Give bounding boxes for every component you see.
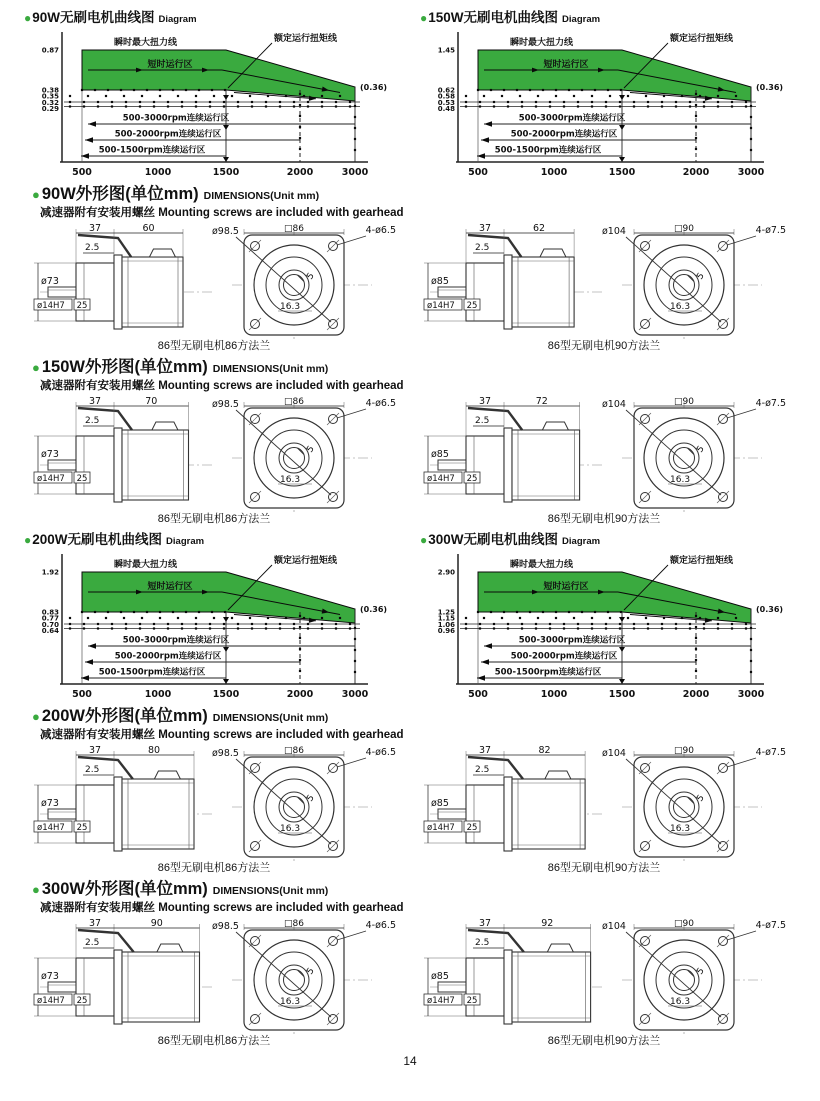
dimension-drawing xyxy=(418,918,790,1036)
svg-text:5: 5 xyxy=(305,966,317,977)
svg-text:□86: □86 xyxy=(284,224,304,234)
green-bullet-icon: ● xyxy=(32,187,40,202)
svg-text:16.3: 16.3 xyxy=(670,302,691,312)
svg-text:3000: 3000 xyxy=(737,689,765,700)
green-bullet-icon: ● xyxy=(32,360,40,375)
svg-text:0.87: 0.87 xyxy=(41,46,59,55)
svg-text:37: 37 xyxy=(88,745,102,756)
svg-text:1000: 1000 xyxy=(144,167,172,178)
svg-text:1000: 1000 xyxy=(540,689,568,700)
section-heading xyxy=(0,357,820,379)
svg-text:□90: □90 xyxy=(674,397,694,407)
drawing-caption: 86型无刷电机86方法兰 xyxy=(157,513,271,525)
svg-text:25: 25 xyxy=(466,474,478,484)
svg-text:3000: 3000 xyxy=(341,689,369,700)
svg-text:□86: □86 xyxy=(284,746,304,756)
svg-text:短时运行区: 短时运行区 xyxy=(543,582,589,592)
svg-text:2.90: 2.90 xyxy=(437,568,455,577)
svg-text:ø14H7: ø14H7 xyxy=(427,474,455,484)
svg-text:25: 25 xyxy=(466,823,478,833)
svg-text:ø14H7: ø14H7 xyxy=(37,996,65,1006)
svg-text:1.15: 1.15 xyxy=(437,614,455,623)
green-bullet-icon: ● xyxy=(32,709,40,724)
svg-text:2.5: 2.5 xyxy=(85,765,100,775)
chart-title xyxy=(24,10,404,28)
drawing-86-flange xyxy=(28,918,400,1048)
svg-text:0.96: 0.96 xyxy=(437,627,455,635)
drawing-caption: 86型无刷电机86方法兰 xyxy=(157,1035,271,1047)
svg-text:1000: 1000 xyxy=(540,167,568,178)
svg-text:3000: 3000 xyxy=(737,167,765,178)
svg-text:37: 37 xyxy=(478,396,492,407)
svg-text:4-ø7.5: 4-ø7.5 xyxy=(755,920,786,931)
svg-text:25: 25 xyxy=(76,996,88,1006)
torque-chart-150w xyxy=(420,10,800,180)
torque-chart-90w xyxy=(24,10,404,180)
dimension-section-90w xyxy=(0,184,820,353)
svg-text:(0.36): (0.36) xyxy=(756,83,784,92)
svg-text:ø104: ø104 xyxy=(602,226,626,237)
svg-text:(0.36): (0.36) xyxy=(756,605,784,614)
svg-text:4-ø6.5: 4-ø6.5 xyxy=(365,225,396,236)
chart-title xyxy=(420,10,800,28)
torque-curve-plot xyxy=(420,28,792,180)
chart-title-cn: 200W无刷电机曲线图 xyxy=(32,532,163,547)
drawing-86-flange xyxy=(28,223,400,353)
svg-text:16.3: 16.3 xyxy=(280,997,301,1007)
svg-text:500-2000rpm连续运行区: 500-2000rpm连续运行区 xyxy=(510,651,618,662)
svg-text:短时运行区: 短时运行区 xyxy=(543,60,589,70)
svg-text:ø14H7: ø14H7 xyxy=(37,823,65,833)
svg-text:1.25: 1.25 xyxy=(437,608,455,617)
svg-text:25: 25 xyxy=(466,301,478,311)
chart-title xyxy=(24,532,404,550)
section-heading xyxy=(0,706,820,728)
mounting-note xyxy=(0,379,820,394)
svg-text:25: 25 xyxy=(76,301,88,311)
heading-en: DIMENSIONS(Unit mm) xyxy=(212,885,329,897)
green-bullet-icon: ● xyxy=(24,533,32,547)
dimension-drawing xyxy=(28,223,400,341)
svg-text:4-ø6.5: 4-ø6.5 xyxy=(365,747,396,758)
svg-text:0.29: 0.29 xyxy=(41,105,59,113)
svg-text:500-1500rpm连续运行区: 500-1500rpm连续运行区 xyxy=(98,145,206,156)
svg-text:ø98.5: ø98.5 xyxy=(212,226,239,237)
svg-text:16.3: 16.3 xyxy=(280,824,301,834)
charts-row-top xyxy=(0,10,820,180)
svg-text:瞬时最大扭力线: 瞬时最大扭力线 xyxy=(510,38,574,48)
svg-text:1.45: 1.45 xyxy=(437,46,455,55)
green-bullet-icon: ● xyxy=(420,533,428,547)
chart-title-cn: 90W无刷电机曲线图 xyxy=(32,10,155,25)
svg-text:(0.36): (0.36) xyxy=(360,83,388,92)
drawing-row xyxy=(0,396,820,526)
heading-en: DIMENSIONS(Unit mm) xyxy=(203,190,320,202)
svg-text:额定运行扭矩线: 额定运行扭矩线 xyxy=(670,34,734,44)
svg-text:4-ø7.5: 4-ø7.5 xyxy=(755,225,786,236)
svg-text:1500: 1500 xyxy=(608,167,636,178)
svg-text:短时运行区: 短时运行区 xyxy=(147,582,193,592)
svg-text:500-3000rpm连续运行区: 500-3000rpm连续运行区 xyxy=(518,635,626,646)
svg-text:额定运行扭矩线: 额定运行扭矩线 xyxy=(274,34,338,44)
drawing-caption: 86型无刷电机86方法兰 xyxy=(157,862,271,874)
svg-text:5: 5 xyxy=(695,966,707,977)
svg-text:500-2000rpm连续运行区: 500-2000rpm连续运行区 xyxy=(114,129,222,140)
svg-text:ø98.5: ø98.5 xyxy=(212,921,239,932)
svg-text:ø73: ø73 xyxy=(41,971,59,982)
svg-text:16.3: 16.3 xyxy=(670,997,691,1007)
note-en: Mounting screws are included with gearhead xyxy=(158,729,404,741)
svg-text:额定运行扭矩线: 额定运行扭矩线 xyxy=(274,556,338,566)
svg-text:72: 72 xyxy=(535,396,548,407)
svg-text:短时运行区: 短时运行区 xyxy=(147,60,193,70)
svg-text:5: 5 xyxy=(305,444,317,455)
drawing-row xyxy=(0,918,820,1048)
drawing-90-flange xyxy=(418,745,790,875)
svg-text:ø85: ø85 xyxy=(431,798,449,809)
svg-text:0.64: 0.64 xyxy=(41,627,59,635)
svg-text:2000: 2000 xyxy=(682,689,710,700)
svg-text:2.5: 2.5 xyxy=(475,243,490,253)
svg-text:ø85: ø85 xyxy=(431,971,449,982)
svg-text:500-3000rpm连续运行区: 500-3000rpm连续运行区 xyxy=(122,635,230,646)
charts-row-bottom xyxy=(0,532,820,702)
svg-text:4-ø7.5: 4-ø7.5 xyxy=(755,747,786,758)
svg-text:16.3: 16.3 xyxy=(670,475,691,485)
svg-text:25: 25 xyxy=(76,474,88,484)
torque-chart-200w xyxy=(24,532,404,702)
drawing-caption: 86型无刷电机90方法兰 xyxy=(547,340,661,352)
page-number: 14 xyxy=(403,1054,417,1068)
chart-title-en: Diagram xyxy=(166,536,205,547)
svg-text:3000: 3000 xyxy=(341,167,369,178)
svg-text:90: 90 xyxy=(150,918,163,929)
svg-text:5: 5 xyxy=(695,444,707,455)
svg-text:□86: □86 xyxy=(284,397,304,407)
svg-text:500-2000rpm连续运行区: 500-2000rpm连续运行区 xyxy=(510,129,618,140)
svg-text:2.5: 2.5 xyxy=(475,938,490,948)
svg-text:37: 37 xyxy=(88,918,102,929)
heading-cn: 90W外形图(单位mm) xyxy=(41,185,199,203)
svg-text:0.38: 0.38 xyxy=(41,86,59,95)
note-en: Mounting screws are included with gearhead xyxy=(158,380,404,392)
svg-text:额定运行扭矩线: 额定运行扭矩线 xyxy=(670,556,734,566)
svg-text:0.70: 0.70 xyxy=(41,621,59,629)
svg-text:2.5: 2.5 xyxy=(475,416,490,426)
note-cn: 减速器附有安装用螺丝 xyxy=(40,902,155,914)
svg-text:ø73: ø73 xyxy=(41,798,59,809)
svg-text:1.06: 1.06 xyxy=(437,621,455,629)
svg-text:ø104: ø104 xyxy=(602,921,626,932)
svg-text:500-1500rpm连续运行区: 500-1500rpm连续运行区 xyxy=(98,667,206,678)
svg-text:500: 500 xyxy=(72,689,92,700)
drawing-caption: 86型无刷电机90方法兰 xyxy=(547,1035,661,1047)
svg-text:82: 82 xyxy=(538,745,551,756)
mounting-note xyxy=(0,901,820,916)
drawing-caption: 86型无刷电机90方法兰 xyxy=(547,513,661,525)
svg-text:16.3: 16.3 xyxy=(670,824,691,834)
svg-text:□90: □90 xyxy=(674,224,694,234)
green-bullet-icon: ● xyxy=(32,882,40,897)
svg-text:0.62: 0.62 xyxy=(437,86,455,95)
dimension-section-200w xyxy=(0,706,820,875)
drawing-86-flange xyxy=(28,745,400,875)
note-cn: 减速器附有安装用螺丝 xyxy=(40,380,155,392)
svg-text:16.3: 16.3 xyxy=(280,475,301,485)
svg-text:2.5: 2.5 xyxy=(85,243,100,253)
svg-text:1500: 1500 xyxy=(212,167,240,178)
svg-text:ø104: ø104 xyxy=(602,399,626,410)
dimension-drawing xyxy=(28,918,400,1036)
heading-cn: 150W外形图(单位mm) xyxy=(41,358,208,376)
svg-text:62: 62 xyxy=(533,223,546,234)
green-bullet-icon: ● xyxy=(420,11,428,25)
svg-text:1500: 1500 xyxy=(212,689,240,700)
svg-text:37: 37 xyxy=(88,223,102,234)
heading-cn: 300W外形图(单位mm) xyxy=(41,880,208,898)
torque-curve-plot xyxy=(24,550,396,702)
svg-text:25: 25 xyxy=(466,996,478,1006)
drawing-86-flange xyxy=(28,396,400,526)
svg-text:ø14H7: ø14H7 xyxy=(427,823,455,833)
chart-title-cn: 150W无刷电机曲线图 xyxy=(428,10,559,25)
svg-text:500: 500 xyxy=(72,167,92,178)
svg-text:500-2000rpm连续运行区: 500-2000rpm连续运行区 xyxy=(114,651,222,662)
dimension-drawing xyxy=(418,396,790,514)
svg-text:2.5: 2.5 xyxy=(85,416,100,426)
svg-text:(0.36): (0.36) xyxy=(360,605,388,614)
svg-text:1500: 1500 xyxy=(608,689,636,700)
chart-title-en: Diagram xyxy=(562,536,601,547)
svg-text:37: 37 xyxy=(478,745,492,756)
svg-text:5: 5 xyxy=(695,271,707,282)
drawing-caption: 86型无刷电机90方法兰 xyxy=(547,862,661,874)
svg-text:5: 5 xyxy=(695,793,707,804)
note-en: Mounting screws are included with gearhead xyxy=(158,207,404,219)
svg-text:500-1500rpm连续运行区: 500-1500rpm连续运行区 xyxy=(494,667,602,678)
svg-text:80: 80 xyxy=(147,745,161,756)
svg-text:500-3000rpm连续运行区: 500-3000rpm连续运行区 xyxy=(518,113,626,124)
chart-title xyxy=(420,532,800,550)
heading-cn: 200W外形图(单位mm) xyxy=(41,707,208,725)
svg-text:0.53: 0.53 xyxy=(437,99,455,107)
svg-text:ø14H7: ø14H7 xyxy=(37,474,65,484)
svg-text:2000: 2000 xyxy=(682,167,710,178)
dimension-section-150w xyxy=(0,357,820,526)
svg-text:ø85: ø85 xyxy=(431,449,449,460)
chart-title-cn: 300W无刷电机曲线图 xyxy=(428,532,559,547)
svg-text:25: 25 xyxy=(76,823,88,833)
note-en: Mounting screws are included with gearhead xyxy=(158,902,404,914)
svg-text:ø85: ø85 xyxy=(431,276,449,287)
note-cn: 减速器附有安装用螺丝 xyxy=(40,207,155,219)
svg-text:4-ø6.5: 4-ø6.5 xyxy=(365,398,396,409)
svg-text:0.77: 0.77 xyxy=(41,614,59,623)
svg-text:37: 37 xyxy=(478,223,492,234)
svg-text:37: 37 xyxy=(88,396,102,407)
svg-text:2000: 2000 xyxy=(286,167,314,178)
svg-text:0.58: 0.58 xyxy=(437,92,455,101)
svg-text:2.5: 2.5 xyxy=(475,765,490,775)
svg-text:4-ø7.5: 4-ø7.5 xyxy=(755,398,786,409)
svg-text:0.83: 0.83 xyxy=(41,608,59,617)
heading-en: DIMENSIONS(Unit mm) xyxy=(212,712,329,724)
mounting-note xyxy=(0,206,820,221)
dimension-drawing xyxy=(418,223,790,341)
note-cn: 减速器附有安装用螺丝 xyxy=(40,729,155,741)
svg-text:ø98.5: ø98.5 xyxy=(212,399,239,410)
drawing-caption: 86型无刷电机86方法兰 xyxy=(157,340,271,352)
svg-text:5: 5 xyxy=(305,793,317,804)
svg-text:37: 37 xyxy=(478,918,492,929)
section-heading xyxy=(0,879,820,901)
svg-text:瞬时最大扭力线: 瞬时最大扭力线 xyxy=(114,560,178,570)
drawing-row xyxy=(0,745,820,875)
svg-text:□90: □90 xyxy=(674,919,694,929)
svg-text:60: 60 xyxy=(142,223,155,234)
svg-text:瞬时最大扭力线: 瞬时最大扭力线 xyxy=(510,560,574,570)
svg-text:500-3000rpm连续运行区: 500-3000rpm连续运行区 xyxy=(122,113,230,124)
svg-text:92: 92 xyxy=(541,918,554,929)
dimension-drawing xyxy=(28,745,400,863)
heading-en: DIMENSIONS(Unit mm) xyxy=(212,363,329,375)
svg-text:ø73: ø73 xyxy=(41,276,59,287)
svg-text:1000: 1000 xyxy=(144,689,172,700)
drawing-90-flange xyxy=(418,223,790,353)
svg-text:4-ø6.5: 4-ø6.5 xyxy=(365,920,396,931)
torque-curve-plot xyxy=(24,28,396,180)
svg-text:1.92: 1.92 xyxy=(41,568,59,577)
svg-text:5: 5 xyxy=(305,271,317,282)
svg-text:70: 70 xyxy=(145,396,158,407)
svg-text:2000: 2000 xyxy=(286,689,314,700)
dimension-drawing xyxy=(418,745,790,863)
drawing-90-flange xyxy=(418,918,790,1048)
svg-text:2.5: 2.5 xyxy=(85,938,100,948)
svg-text:16.3: 16.3 xyxy=(280,302,301,312)
section-heading xyxy=(0,184,820,206)
svg-text:ø14H7: ø14H7 xyxy=(37,301,65,311)
svg-text:□86: □86 xyxy=(284,919,304,929)
svg-text:瞬时最大扭力线: 瞬时最大扭力线 xyxy=(114,38,178,48)
drawing-90-flange xyxy=(418,396,790,526)
svg-text:0.35: 0.35 xyxy=(41,92,59,101)
torque-chart-300w xyxy=(420,532,800,702)
dimension-drawing xyxy=(28,396,400,514)
torque-curve-plot xyxy=(420,550,792,702)
svg-text:ø14H7: ø14H7 xyxy=(427,301,455,311)
svg-text:ø73: ø73 xyxy=(41,449,59,460)
mounting-note xyxy=(0,728,820,743)
svg-text:500: 500 xyxy=(468,689,488,700)
svg-text:ø98.5: ø98.5 xyxy=(212,748,239,759)
svg-text:500: 500 xyxy=(468,167,488,178)
chart-title-en: Diagram xyxy=(562,14,601,25)
green-bullet-icon: ● xyxy=(24,11,32,25)
svg-text:0.32: 0.32 xyxy=(41,99,59,107)
svg-text:500-1500rpm连续运行区: 500-1500rpm连续运行区 xyxy=(494,145,602,156)
drawing-row xyxy=(0,223,820,353)
svg-text:ø104: ø104 xyxy=(602,748,626,759)
svg-text:ø14H7: ø14H7 xyxy=(427,996,455,1006)
svg-text:0.48: 0.48 xyxy=(437,105,455,113)
svg-text:□90: □90 xyxy=(674,746,694,756)
chart-title-en: Diagram xyxy=(158,14,197,25)
dimension-section-300w xyxy=(0,879,820,1048)
